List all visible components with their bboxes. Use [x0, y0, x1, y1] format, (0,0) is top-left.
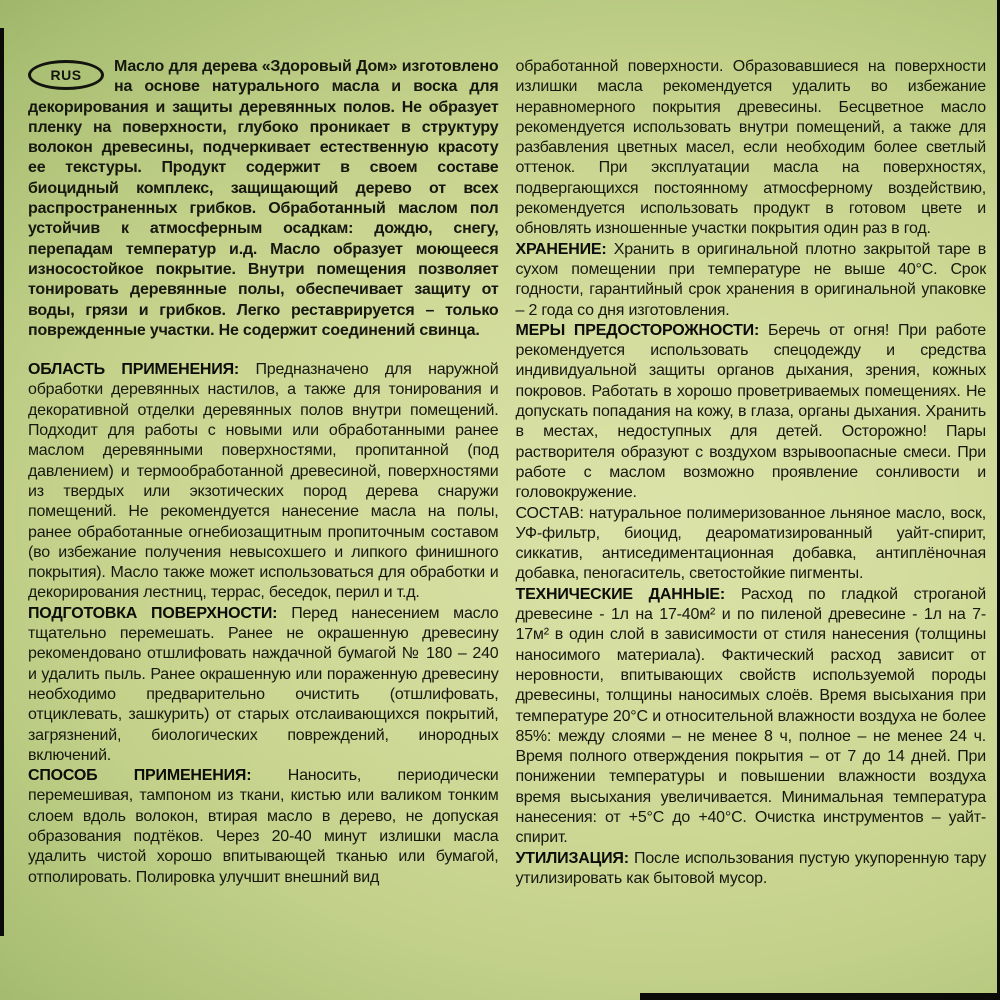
section-body-precautions: Беречь от огня! При работе рекомендуется использовать спецодежду и средства индивидуальной защиты органов дыхания, зрения, кожных покровов. Работать в хорошо проветриваемых помещениях. Не допускать попадания на кожу, в глаза, органы дыхания. Хранить в местах, недоступных для детей. Осторожно! Пары растворителя образуют с воздухом взрывоопасные смеси. При работе с маслом возможно проявление сонливости и головокружение. [515, 321, 986, 502]
photo-edge-left [0, 28, 4, 936]
left-column [28, 57, 499, 889]
intro-text: Масло для дерева «Здоровый Дом» изготовлено на основе натурального масла и воска для декорирования и защиты деревянных полов. Не образует пленку на поверхности, глубоко проникает в структуру волокон древесины, подчеркивает естественную красоту ее текстуры. Продукт содержит в своем составе биоцидный комплекс, защищающий дерево от всех распространенных грибков. Обработанный маслом пол устойчив к атмосферным осадкам: дождю, снегу, перепадам температур и.д. Масло образует моющееся износостойкое покрытие. Внутри помещения позволяет тонировать деревянные полы, обеспечивает защиту от воды, грязи и грибков. Легко реставрируется – только поврежденные участки. Не содержит соединений свинца. [28, 58, 499, 339]
label-text-area [28, 57, 986, 889]
section-body-application-method-continued: обработанной поверхности. Образовавшиеся на поверхности излишки масла рекомендуется удалить во избежание неравномерного покрытия древесины. Бесцветное масло рекомендуется использовать внутри помещений, а также для разбавления цветных масел, если необходим более светлый оттенок. При эксплуатации масла на поверхностях, подвергающихся постоянному атмосферному воздействию, рекомендуется использовать продукт в готовом цвете и обновлять изношенные участки покрытия один раз в год. [515, 58, 986, 238]
section-heading-technical-data: ТЕХНИЧЕСКИЕ ДАННЫЕ: [515, 585, 726, 603]
section-application-method-continued [516, 57, 987, 240]
rus-language-badge [28, 60, 104, 90]
section-application-method [28, 766, 499, 888]
section-composition [516, 504, 987, 585]
section-heading-disposal: УТИЛИЗАЦИЯ: [515, 849, 629, 867]
photo-edge-bottom [640, 993, 1000, 1000]
section-heading-storage: ХРАНЕНИЕ: [515, 240, 607, 258]
right-column [516, 57, 987, 889]
section-body-disposal: После использования пустую укупоренную тару утилизировать как бытовой мусор. [515, 849, 986, 887]
section-technical-data [516, 585, 987, 849]
section-body-composition: натуральное полимеризованное льняное масло, воск, УФ-фильтр, биоцид, деароматизированный уайт-спирит, сиккатив, антиседиментационная добавка, антиплёночная добавка, пеногаситель, светостойкие пигменты. [515, 504, 987, 583]
section-heading-composition: СОСТАВ: [515, 504, 584, 522]
section-body-technical-data: Расход по гладкой строганой древесине - 1л на 17-40м² и по пиленой древесине - 1л на 7-17м² в один слой в зависимости от стиля нанесения (толщины наносимого материала). Фактический расход зависит от неровности, впитывающих свойств используемой породы древесины, толщины наносимых слоёв. Время высыхания при температуре 20°С и относительной влажности воздуха не более 85%: между слоями – не менее 8 ч, полное – не менее 24 ч. Время полного отверждения покрытия – от 7 до 14 дней. При понижении температуры и повышении влажности воздуха время высыхания увеличивается. Минимальная температура нанесения: от +5°С до +40°С. Очистка инструментов – уайт-спирит. [515, 585, 986, 847]
rus-badge-text: RUS [50, 66, 82, 83]
section-body-surface-preparation: Перед нанесением масло тщательно перемешать. Ранее не окрашенную древесину рекомендовано отшлифовать наждачной бумагой № 180 – 240 и удалить пыль. Ранее окрашенную или пораженную древесину необходимо предварительно очистить (отшлифовать, отциклевать, зашкурить) от старых отслаивающихся покрытий, загрязнений, биологических повреждений, инородных включений. [28, 604, 499, 764]
section-heading-application-method: СПОСОБ ПРИМЕНЕНИЯ: [28, 767, 252, 785]
section-body-application-method: Наносить, периодически перемешивая, тампоном из ткани, кистью или валиком тонким слоем вдоль волокон, втирая масло в дерево, не допуская образования подтёков. Через 20-40 минут излишки масла удалить чистой хорошо впитывающей тканью или бумагой, отполировать. Полировка улучшит внешний вид [28, 767, 499, 886]
section-body-application-area: Предназначено для наружной обработки деревянных настилов, а также для тонирования и декоративной отделки деревянных полов внутри помещений. Подходит для работы с новыми или обработанными ранее маслом деревянными поверхностями, пропитанной (под давлением) и термообработанной древесиной, поверхностями из твердых или экзотических пород дерева снаружи помещений. Не рекомендуется нанесение масла на полы, ранее обработанные огнебиозащитным пропиточным составом (во избежание получения невысохшего и липкого финишного покрытия). Масло также может использоваться для обработки и декорирования лестниц, террас, беседок, перил и т.д. [28, 361, 499, 602]
section-precautions [516, 321, 987, 504]
section-surface-preparation [28, 604, 499, 766]
section-heading-precautions: МЕРЫ ПРЕДОСТОРОЖНОСТИ: [515, 321, 760, 339]
intro-paragraph [28, 57, 499, 341]
section-body-storage: Хранить в оригинальной плотно закрытой таре в сухом помещении при температуре не выше 40°С. Срок годности, гарантийный срок хранения в оригинальной упаковке – 2 года со дня изготовления. [515, 240, 986, 319]
section-heading-application-area: ОБЛАСТЬ ПРИМЕНЕНИЯ: [28, 361, 240, 379]
section-heading-surface-preparation: ПОДГОТОВКА ПОВЕРХНОСТИ: [28, 604, 278, 622]
section-disposal [516, 849, 987, 890]
section-application-area [28, 360, 499, 604]
section-storage [516, 240, 987, 321]
